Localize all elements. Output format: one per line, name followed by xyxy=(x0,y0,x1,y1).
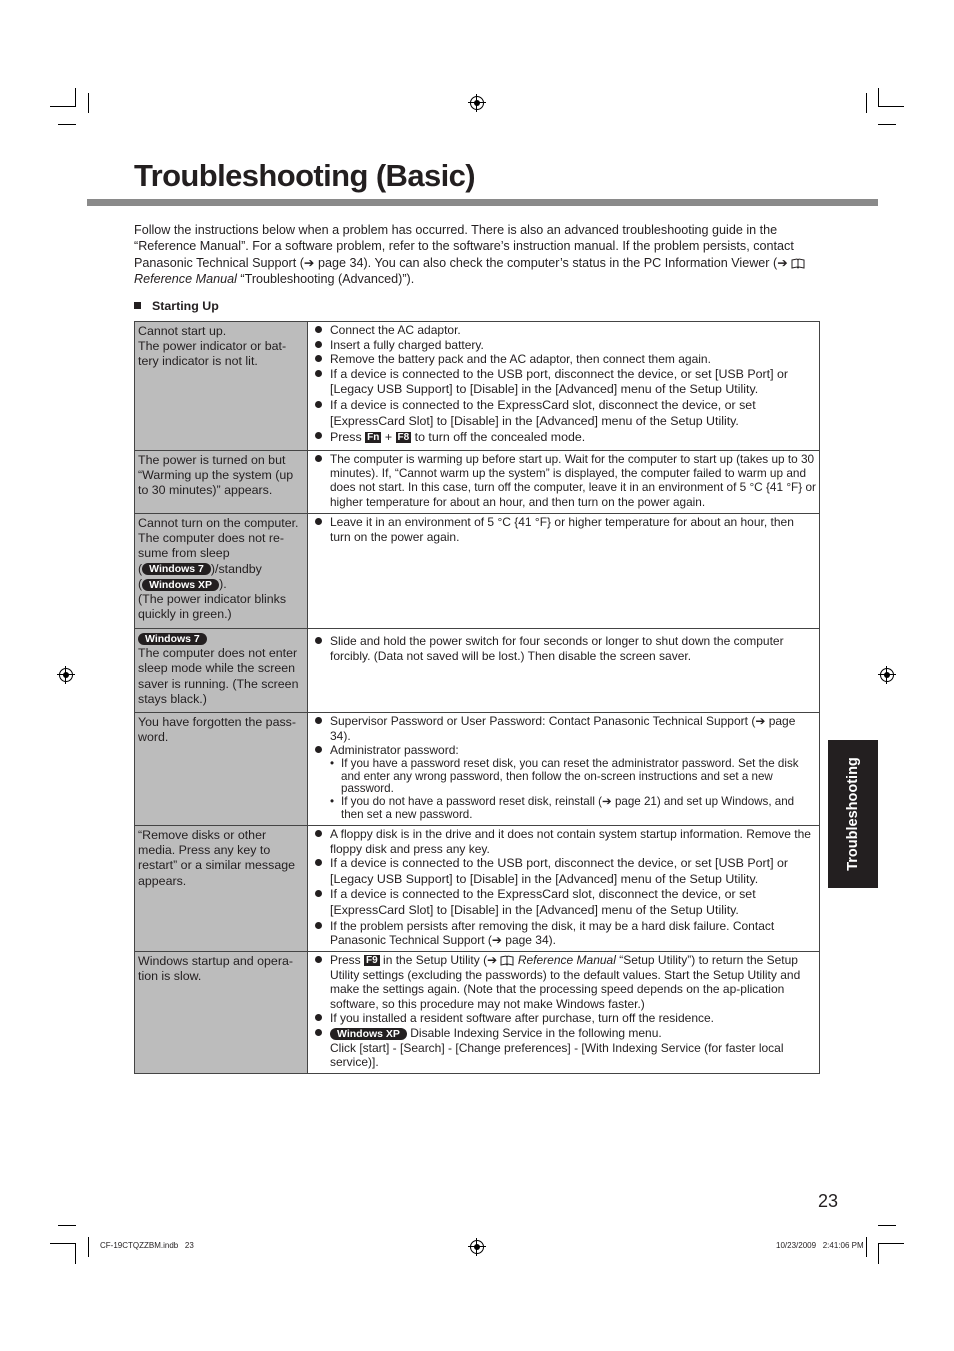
list-item: Insert a fully charged battery. xyxy=(311,338,816,353)
list-item: If the problem persists after removing the disk, it may be a hard disk failure. Contact Panasonic Technical Support (➔ page 34). xyxy=(311,919,816,948)
list-item: If a device is connected to the USB port, disconnect the device, or set [USB Port] or [Legacy USB Support] to [Disable] in the [Advanced] menu of the Setup Utility. xyxy=(311,856,816,887)
list-item: Windows XP Disable Indexing Service in the following menu. Click [start] - [Search] - [Change preferences] - [With Indexing Service (for faster local service)]. xyxy=(311,1026,816,1070)
list-item: Leave it in an environment of 5 °C {41 °F} or higher temperature for about an hour, then turn on the power again. xyxy=(311,515,816,544)
solution-cell xyxy=(308,629,820,713)
table-row xyxy=(135,952,820,1074)
windows-xp-badge: Windows XP xyxy=(330,1028,407,1040)
list-item: A floppy disk is in the drive and it does not contain system startup information. Remove the floppy disk and press any key. xyxy=(311,827,816,856)
table-row xyxy=(135,514,820,629)
arrow-icon: ➔ xyxy=(303,255,318,270)
table-row xyxy=(135,713,820,826)
solution-cell xyxy=(308,826,820,952)
list-item: Press F9 in the Setup Utility (➔ Reference Manual “Setup Utility”) to return the Setup Utility settings (excluding the passwords) to the default values. Start the Setup Utility and make the settings again. (Note that the processing speed depends on the ap-plication software, so this procedure may not make Windows faster.) xyxy=(311,953,816,1011)
list-item: If a device is connected to the ExpressCard slot, disconnect the device, or set [ExpressCard Slot] to [Disable] in the [Advanced] menu of the Setup Utility. xyxy=(311,398,816,429)
table-row xyxy=(135,826,820,952)
troubleshooting-table xyxy=(134,321,820,1074)
solution-cell xyxy=(308,451,820,514)
solution-cell xyxy=(308,322,820,451)
solution-cell xyxy=(308,514,820,629)
arrow-icon: ➔ xyxy=(755,714,769,728)
footer-date: 10/23/2009 2:41:06 PM xyxy=(776,1241,864,1250)
registration-mark-left xyxy=(59,668,73,682)
list-item: The computer is warming up before start up. Wait for the computer to start up (takes up to 30 minutes). If, “Cannot warm up the system” is displayed, the computer failed to warm up and does not start. In this case, turn off the computer, leave it in an environment of 5 °C {41 °F} or higher temperature for about an hour, and then turn on the power again. xyxy=(311,452,816,509)
symptom-cell: Cannot turn on the computer. The computer does not re-sume from sleep ( Windows 7 )/standby ( Windows XP ). (The power indicator blinks quickly in green.) xyxy=(135,514,308,629)
footer-filename: CF-19CTQZZBM.indb 23 xyxy=(100,1241,194,1250)
square-bullet-icon xyxy=(134,302,141,309)
windows-xp-badge: Windows XP xyxy=(142,579,219,591)
intro-text-2: ). You can also check the computer’s status in the PC Information Viewer ( xyxy=(363,255,778,270)
list-item: Remove the battery pack and the AC adaptor, then connect them again. xyxy=(311,352,816,367)
table-row xyxy=(135,451,820,514)
symptom-cell: Cannot start up. The power indicator or bat- tery indicator is not lit. xyxy=(135,322,308,451)
intro-text-3: “Troubleshooting (Advanced)”). xyxy=(240,271,415,286)
table-row xyxy=(135,322,820,451)
intro-paragraph xyxy=(134,222,824,287)
windows-7-badge: Windows 7 xyxy=(138,633,207,645)
side-tab-label: Troubleshooting xyxy=(845,757,861,871)
registration-mark-top xyxy=(470,96,484,110)
list-item: If a device is connected to the ExpressCard slot, disconnect the device, or set [ExpressCard Slot] to [Disable] in the [Advanced] menu of the Setup Utility. xyxy=(311,887,816,918)
page-number: 23 xyxy=(818,1191,839,1211)
solution-cell xyxy=(308,952,820,1074)
symptom-cell: Windows 7 The computer does not enter sleep mode while the screen saver is running. (The screen stays black.) xyxy=(135,629,308,713)
f9-key-icon: F9 xyxy=(366,955,378,967)
table-row xyxy=(135,629,820,713)
list-item: Supervisor Password or User Password: Contact Panasonic Technical Support (➔ page 34). xyxy=(311,714,816,743)
symptom-cell: “Remove disks or other media. Press any key to restart” or a similar message appears. xyxy=(135,826,308,952)
section-heading: Starting Up xyxy=(134,299,219,313)
list-item: Administrator password: • If you have a password reset disk, you can reset the administrator password. Set the disk and enter any wrong password, then follow the on-screen instructions and set a new password. • If you do not have a password reset disk, reinstall (➔ page 21) and set up Windows, and then set a new password. xyxy=(311,743,816,822)
sub-list-item: • If you do not have a password reset disk, reinstall (➔ page 21) and set up Windows, and then set a new password. xyxy=(330,796,816,822)
side-tab xyxy=(828,740,878,888)
registration-mark-right xyxy=(880,668,894,682)
registration-mark-bottom xyxy=(470,1240,484,1254)
solution-cell xyxy=(308,713,820,826)
sub-list-item: • If you have a password reset disk, you can reset the administrator password. Set the disk and enter any wrong password, then follow the on-screen instructions and set a new password. xyxy=(330,758,816,796)
f8-key-icon: F8 xyxy=(397,432,410,444)
title-rule xyxy=(87,199,878,206)
fn-key-icon: Fn xyxy=(367,432,380,444)
manual-book-icon xyxy=(791,258,805,269)
symptom-cell: You have forgotten the pass-word. xyxy=(135,713,308,826)
windows-7-badge: Windows 7 xyxy=(142,563,211,575)
manual-book-icon xyxy=(500,955,514,966)
arrow-icon: ➔ xyxy=(491,933,506,948)
intro-manual-name: Reference Manual xyxy=(134,271,237,286)
symptom-cell: The power is turned on but “Warming up the system (up to 30 minutes)” appears. xyxy=(135,451,308,514)
list-item: If a device is connected to the USB port, disconnect the device, or set [USB Port] or [Legacy USB Support] to [Disable] in the [Advanced] menu of the Setup Utility. xyxy=(311,367,816,398)
arrow-icon: ➔ xyxy=(777,255,792,270)
list-item: If you installed a resident software after purchase, turn off the residence. xyxy=(311,1011,816,1026)
list-item: Slide and hold the power switch for four seconds or longer to shut down the computer forcibly. (Data not saved will be lost.) Then disable the screen saver. xyxy=(311,634,816,663)
arrow-icon: ➔ xyxy=(487,953,501,967)
list-item: Connect the AC adaptor. xyxy=(311,323,816,338)
list-item: Press Fn + F8 to turn off the concealed mode. xyxy=(311,429,816,445)
intro-page-ref: page 34 xyxy=(317,255,364,270)
intro-text-1: Follow the instructions below when a problem has occurred. There is also an advanced troubleshooting guide in the “Reference Manual”. For a software problem, refer to the software’s instruction manual. If the problem persists, contact Panasonic Technical Support ( xyxy=(134,223,794,270)
arrow-icon: ➔ xyxy=(602,795,615,809)
symptom-cell: Windows startup and opera-tion is slow. xyxy=(135,952,308,1074)
page-title: Troubleshooting (Basic) xyxy=(134,158,475,193)
